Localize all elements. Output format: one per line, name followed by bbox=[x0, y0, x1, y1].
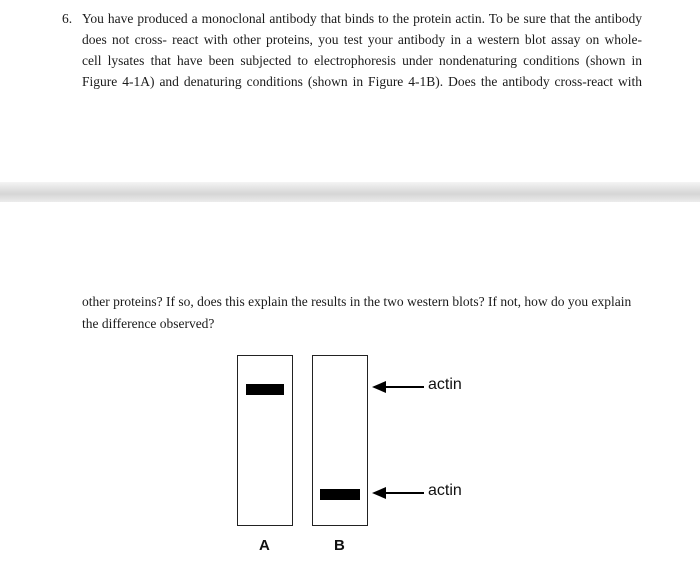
arrow-left-icon bbox=[372, 486, 424, 500]
question-line: You have produced a monoclonal antibody that binds to the protein actin. To be sure that the antibody bbox=[82, 11, 642, 26]
question-line: other proteins? If so, does this explain the results in the two western blots? If not, how do you explain bbox=[82, 294, 632, 309]
question-line: Figure 4-1A) and denaturing conditions (shown in Figure 4-1B). Does the antibody cross-react with bbox=[82, 74, 642, 89]
arrow-left-icon bbox=[372, 380, 424, 394]
blot-band-a bbox=[246, 384, 284, 395]
question-line: does not cross- react with other proteins, you test your antibody in a western blot assay on whole- bbox=[82, 32, 642, 47]
blot-lane-b bbox=[312, 355, 368, 526]
actin-label: actin bbox=[428, 376, 462, 393]
question-line: the difference observed? bbox=[82, 316, 215, 331]
question-line: cell lysates that have been subjected to electrophoresis under nondenaturing conditions (shown in bbox=[82, 53, 642, 68]
question-number: 6. bbox=[62, 11, 73, 26]
blot-lane-a bbox=[237, 355, 293, 526]
actin-label: actin bbox=[428, 482, 462, 499]
blot-band-b bbox=[320, 489, 360, 500]
lane-label-a: A bbox=[259, 537, 270, 554]
lane-label-b: B bbox=[334, 537, 345, 554]
